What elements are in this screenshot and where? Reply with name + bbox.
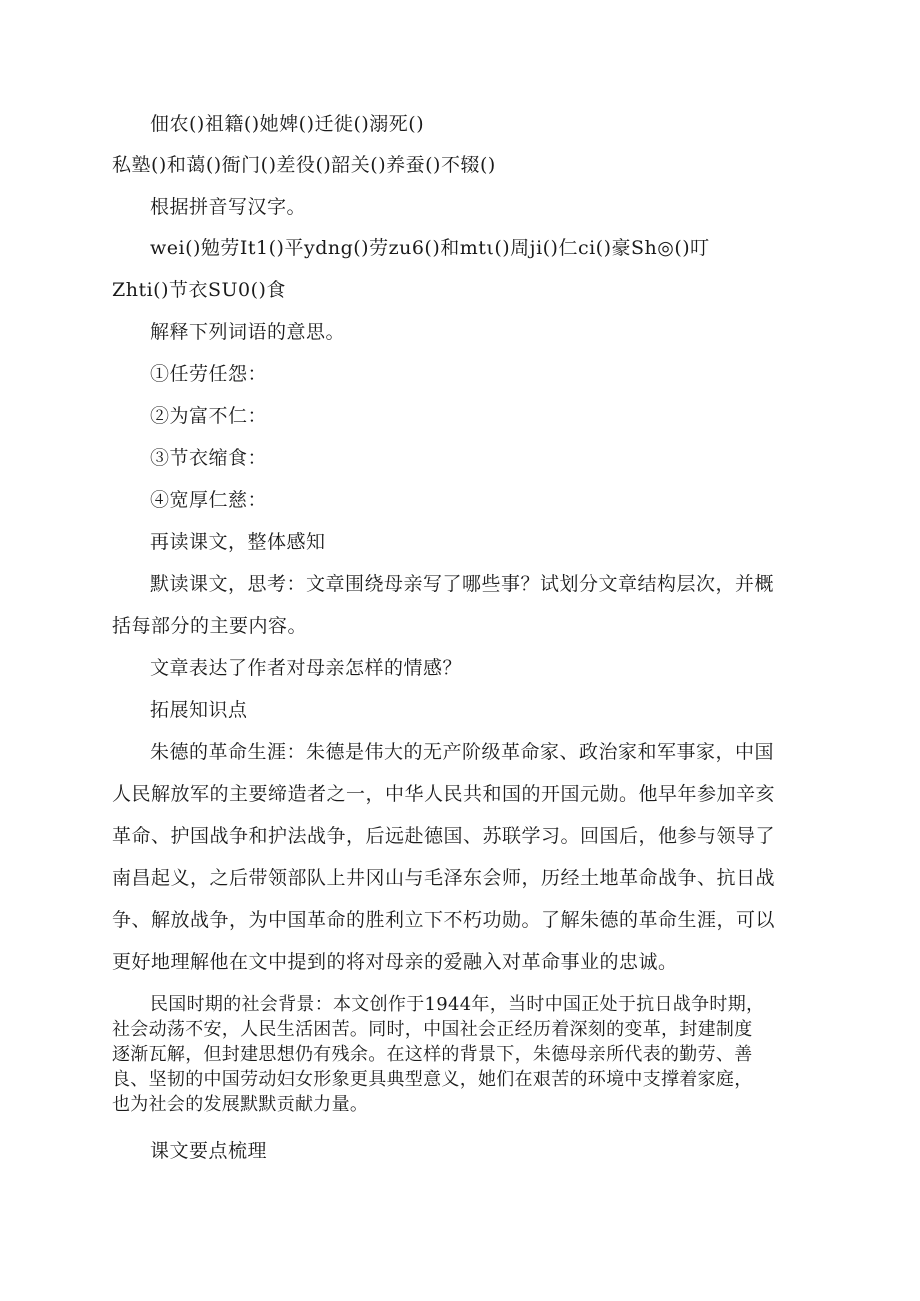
explain-item-3: ③节衣缩食： — [150, 447, 268, 469]
reread-question-1-line-1: 默读课文，思考：文章围绕母亲写了哪些事？试划分文章结构层次，并概 — [150, 573, 775, 595]
reread-heading: 再读课文，整体感知 — [150, 531, 326, 553]
explain-item-1: ①任劳任怨： — [150, 363, 268, 385]
pinyin-heading: 根据拼音写汉字。 — [150, 196, 307, 218]
background-paragraph — [112, 992, 802, 1117]
vocab-line-2: 私塾()和蔼()衙门()差役()韶关()养蚕()不辍() — [112, 154, 496, 176]
vocab-line-1: 佃农()祖籍()她婢()迁徙()溺死() — [150, 113, 425, 135]
zhude-paragraph-line: 革命、护国战争和护法战争，后远赴德国、苏联学习。回国后，他参与领导了 — [112, 825, 776, 847]
pinyin-line-2: Zhti()节衣SU0()食 — [112, 279, 286, 301]
zhude-paragraph-line: 人民解放军的主要缔造者之一，中华人民共和国的开国元勋。他早年参加辛亥 — [112, 783, 776, 805]
reread-question-2: 文章表达了作者对母亲怎样的情感？ — [150, 657, 463, 679]
zhude-paragraph-line: 更好地理解他在文中提到的将对母亲的爱融入对革命事业的忠诚。 — [112, 951, 678, 973]
explain-heading: 解释下列词语的意思。 — [150, 321, 346, 343]
explain-item-4: ④宽厚仁慈： — [150, 489, 268, 511]
background-paragraph-line: 逐渐瓦解，但封建思想仍有残余。在这样的背景下，朱德母亲所代表的勤劳、善 — [112, 1044, 753, 1065]
background-paragraph-line: 良、坚韧的中国劳动妇女形象更具典型意义，她们在艰苦的环境中支撑着家庭， — [112, 1069, 753, 1090]
extend-heading: 拓展知识点 — [150, 699, 248, 721]
background-paragraph-line: 也为社会的发展默默贡献力量。 — [112, 1094, 369, 1115]
summary-heading: 课文要点梳理 — [150, 1140, 268, 1162]
background-paragraph-line: 民国时期的社会背景：本文创作于1944年，当时中国正处于抗日战争时期， — [150, 994, 765, 1015]
reread-question-1-line-2: 括每部分的主要内容。 — [112, 615, 308, 637]
zhude-paragraph-line: 争、解放战争，为中国革命的胜利立下不朽功勋。了解朱德的革命生涯，可以 — [112, 909, 776, 931]
explain-item-2: ②为富不仁： — [150, 405, 268, 427]
pinyin-line-1: wei()勉劳It1()平ydng()劳zu6()和mtι()周ji()仁ci()豪Sh◎()叮 — [150, 237, 710, 259]
zhude-paragraph-line: 朱德的革命生涯：朱德是伟大的无产阶级革命家、政治家和军事家，中国 — [150, 741, 775, 763]
background-paragraph-line: 社会动荡不安，人民生活困苦。同时，中国社会正经历着深刻的变革，封建制度 — [112, 1019, 753, 1040]
zhude-paragraph-line: 南昌起义，之后带领部队上井冈山与毛泽东会师，历经土地革命战争、抗日战 — [112, 867, 776, 889]
